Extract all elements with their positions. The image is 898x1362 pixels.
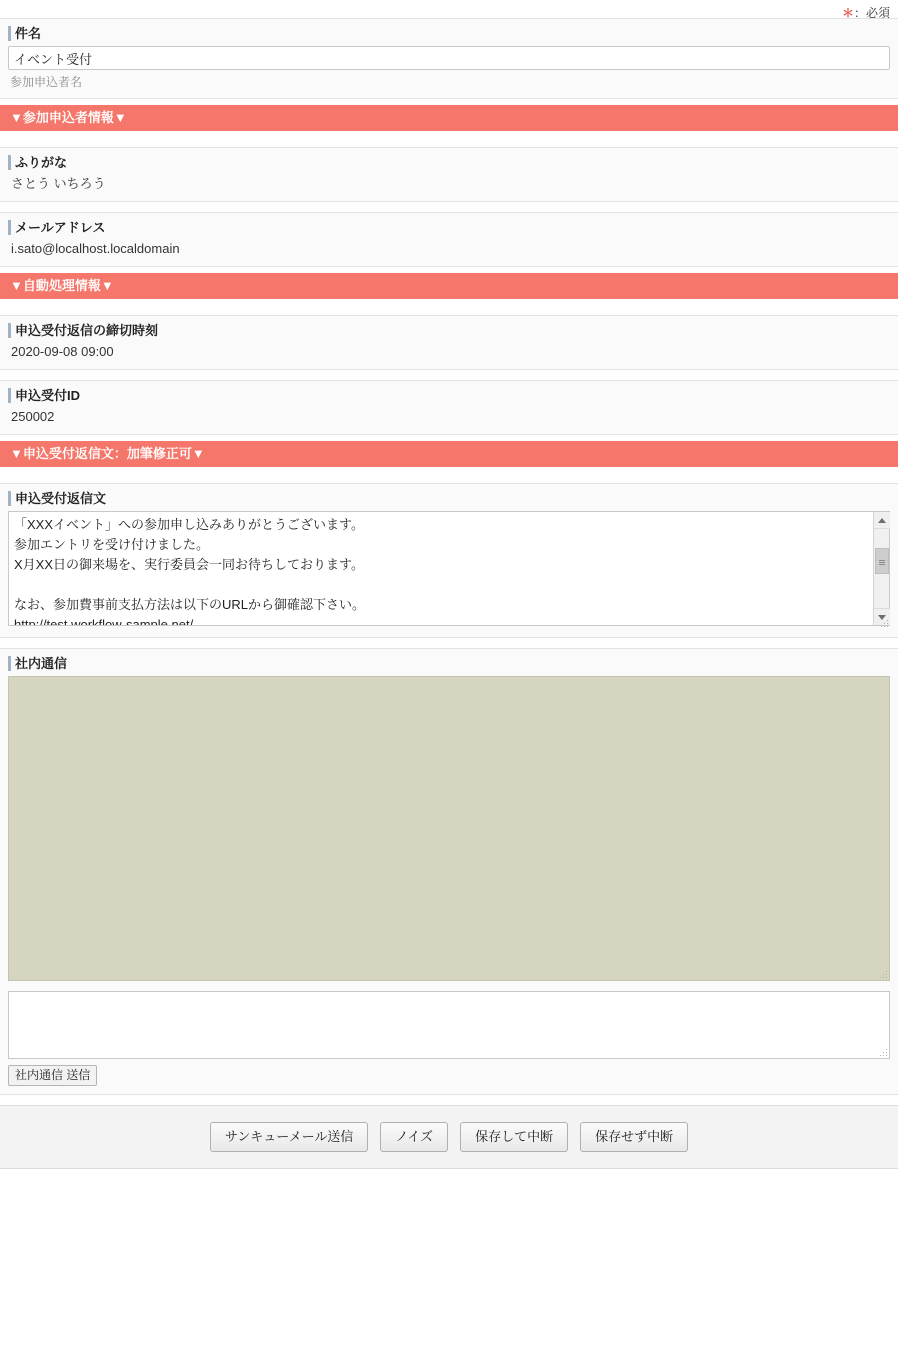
furigana-field-block [0, 147, 898, 202]
reception-id-field-block [0, 380, 898, 435]
internal-comm-input-wrap[interactable] [8, 991, 890, 1059]
internal-comm-history-box [8, 676, 890, 981]
spacer [0, 305, 898, 315]
reception-id-value: 250002 [11, 409, 55, 424]
reply-body-field-block [0, 483, 898, 638]
resize-grip-icon[interactable] [879, 618, 888, 627]
reception-id-label: 申込受付ID [8, 387, 890, 404]
required-asterisk: ＊ [841, 6, 854, 20]
deadline-field-block [0, 315, 898, 370]
reply-body-scrollbar[interactable] [873, 512, 889, 625]
reply-body-textarea-wrap [8, 511, 890, 629]
scroll-up-arrow-icon[interactable] [874, 512, 890, 529]
section-banner-auto-process: ▼自動処理情報▼ [0, 273, 898, 299]
suspend-without-save-button[interactable]: 保存せず中断 [580, 1122, 688, 1152]
noise-button[interactable]: ノイズ [380, 1122, 448, 1152]
deadline-value: 2020-09-08 09:00 [11, 344, 114, 359]
furigana-label: ふりがな [8, 154, 890, 171]
resize-grip-icon[interactable] [878, 969, 887, 978]
send-thankyou-mail-button[interactable]: サンキューメール送信 [210, 1122, 368, 1152]
spacer [0, 370, 898, 380]
save-and-suspend-button[interactable]: 保存して中断 [460, 1122, 568, 1152]
subject-label: 件名 [8, 25, 890, 42]
scrollbar-thumb[interactable] [875, 548, 889, 574]
auto-process-banner-wrap [0, 267, 898, 305]
subject-field-block [0, 18, 898, 99]
email-label: メールアドレス [8, 219, 890, 236]
internal-comm-send-button[interactable]: 社内通信 送信 [8, 1065, 97, 1086]
section-banner-reply-text: ▼申込受付返信文：加筆修正可▼ [0, 441, 898, 467]
spacer [0, 638, 898, 648]
spacer [0, 473, 898, 483]
reply-body-textarea[interactable] [8, 511, 890, 626]
footer-button-bar [0, 1105, 898, 1169]
resize-grip-icon[interactable] [878, 1047, 887, 1056]
section-banner-applicant: ▼参加申込者情報▼ [0, 105, 898, 131]
deadline-label: 申込受付返信の締切時刻 [8, 322, 890, 339]
spacer [0, 202, 898, 212]
reply-banner-wrap [0, 435, 898, 473]
subject-input[interactable] [8, 46, 890, 70]
email-value: i.sato@localhost.localdomain [11, 241, 180, 256]
subject-sub-label: 参加申込者名 [10, 75, 83, 89]
internal-comm-block [0, 648, 898, 1095]
spacer [0, 1095, 898, 1105]
email-field-block [0, 212, 898, 267]
furigana-value: さとう いちろう [11, 176, 106, 191]
required-field-note [0, 0, 898, 18]
required-note-text: ：必須 [853, 6, 890, 20]
applicant-banner-wrap [0, 99, 898, 137]
internal-comm-label: 社内通信 [8, 655, 890, 672]
spacer [0, 137, 898, 147]
reply-body-label: 申込受付返信文 [8, 490, 890, 507]
